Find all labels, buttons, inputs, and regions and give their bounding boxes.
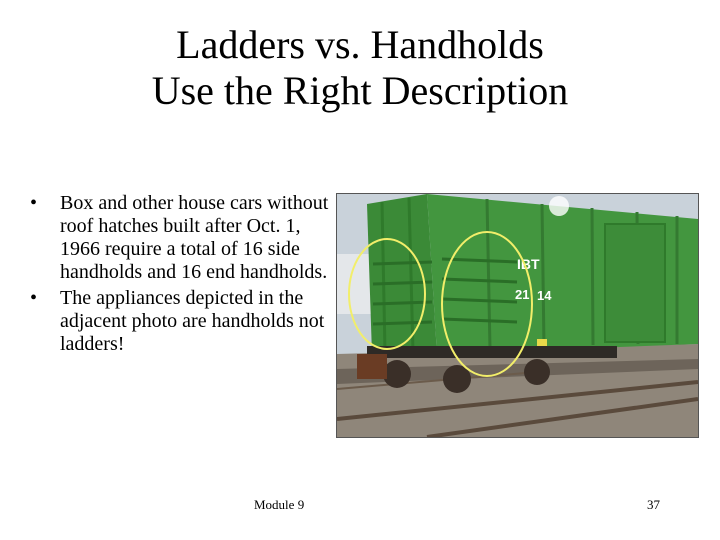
- bullet-item: [30, 287, 330, 356]
- bullet-marker: •: [30, 192, 38, 214]
- bullet-list: [30, 192, 330, 359]
- title-line-1: Ladders vs. Handholds: [176, 22, 544, 67]
- bullet-marker: •: [30, 287, 38, 309]
- page-number: 37: [647, 497, 660, 512]
- car-number-a: 21: [515, 287, 530, 302]
- car-number-b: 14: [537, 288, 552, 303]
- boxcar-photo: [336, 193, 699, 438]
- bullet-item: [30, 192, 330, 284]
- title-line-2: Use the Right Description: [151, 68, 569, 113]
- boxcar-photo-illustration: [337, 194, 698, 437]
- bullet-text: The appliances depicted in the adjacent photo are handholds not ladders!: [60, 287, 325, 355]
- footer-module-label: Module 9: [254, 497, 305, 512]
- bullet-text: Box and other house cars without roof hatches built after Oct. 1, 1966 require a total of 16 side handholds and 16 end handholds.: [60, 192, 329, 283]
- reporting-mark: IBT: [517, 256, 540, 272]
- slide-title: [60, 22, 660, 114]
